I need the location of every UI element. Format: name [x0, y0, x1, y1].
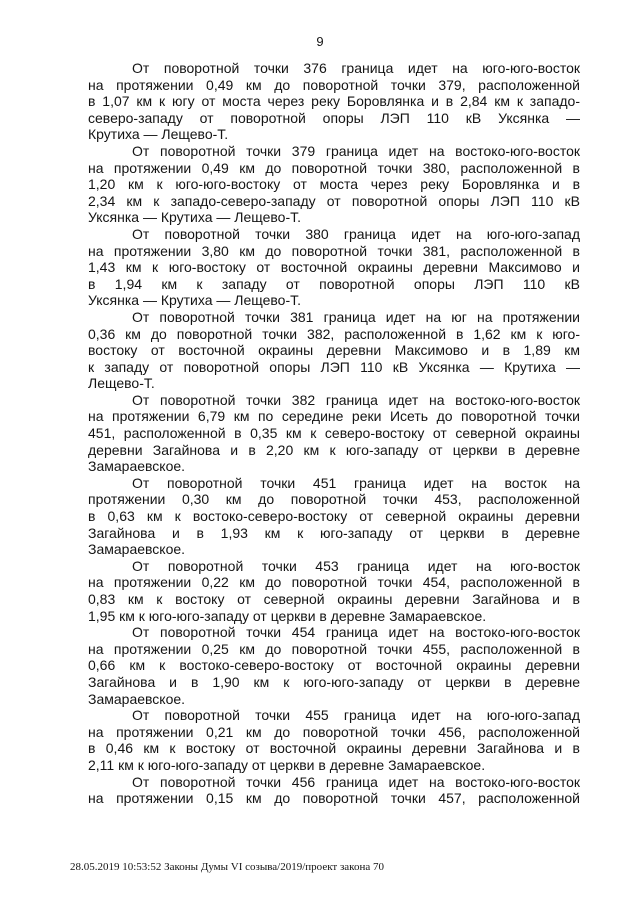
paragraph-line: От поворотной точки 376 граница идет на юго-юго-восток	[132, 60, 580, 76]
paragraph-line: деревни Загайнова и в 2,20 км к юго-западу от церкви в деревне	[88, 441, 580, 458]
paragraph-line: 2,34 км к западо-северо-западу от поворотной опоры ЛЭП 110 кВ	[88, 192, 580, 209]
paragraph-line: От поворотной точки 453 граница идет на юго-восток	[132, 557, 580, 574]
paragraph-line: на протяжении 6,79 км по середине реки Исеть до поворотной точки	[88, 408, 580, 425]
paragraph-line: От поворотной точки 380 граница идет на юго-юго-запад	[132, 225, 580, 242]
paragraph-line: 0,83 км к востоку от северной окраины деревни Загайнова и в	[88, 591, 580, 607]
paragraph	[88, 558, 580, 624]
paragraph-line: От поворотной точки 381 граница идет на юг на протяжении	[132, 308, 580, 325]
paragraph-line: в 1,94 км к западу от поворотной опоры ЛЭП 110 кВ	[88, 275, 580, 292]
paragraph	[88, 60, 580, 143]
paragraph	[88, 707, 580, 773]
paragraph-line: Замараевское.	[88, 541, 186, 558]
paragraph-line: Замараевское.	[88, 458, 186, 475]
paragraph	[88, 143, 580, 226]
paragraph	[88, 475, 580, 558]
paragraph-line: Замараевское.	[88, 690, 186, 707]
paragraph-line: 0,66 км к востоко-северо-востоку от восточной окраины деревни	[88, 657, 580, 674]
paragraph	[88, 624, 580, 707]
paragraph-line: на протяжении 0,21 км до поворотной точки 456, расположенной	[88, 723, 580, 740]
footer-print-stamp: 28.05.2019 10:53:52 Законы Думы VI созыва/2019/проект закона 70	[70, 861, 384, 873]
paragraph-line: Лещево-Т.	[88, 375, 155, 392]
paragraph-line: на протяжении 3,80 км до поворотной точки 381, расположенной в	[88, 242, 580, 259]
paragraph-line: 1,43 км к юго-востоку от восточной окраины деревни Максимово и	[88, 259, 580, 276]
paragraph	[88, 392, 580, 475]
paragraph-line: к западу от поворотной опоры ЛЭП 110 кВ Уксянка — Крутиха —	[88, 358, 580, 375]
paragraph-line: на протяжении 0,49 км до поворотной точки 379, расположенной	[88, 76, 580, 93]
paragraph-line: на протяжении 0,49 км до поворотной точки 380, расположенной в	[88, 159, 580, 176]
paragraph-line: в 0,63 км к востоко-северо-востоку от северной окраины деревни	[88, 508, 580, 525]
paragraph-line: в 1,07 км к югу от моста через реку Боровлянка и в 2,84 км к западо-	[88, 93, 580, 110]
paragraph-line: на протяжении 0,15 км до поворотной точки 457, расположенной	[88, 790, 580, 807]
paragraph-line: северо-западу от поворотной опоры ЛЭП 110 кВ Уксянка —	[88, 109, 580, 126]
paragraph-line: 0,36 км до поворотной точки 382, расположенной в 1,62 км к юго-	[88, 325, 580, 342]
paragraph-line: Уксянка — Крутиха — Лещево-Т.	[88, 209, 302, 226]
paragraph-line: в 0,46 км к востоку от восточной окраины деревни Загайнова и в	[88, 740, 580, 757]
paragraph-line: на протяжении 0,22 км до поворотной точки 454, расположенной в	[88, 574, 580, 591]
paragraph-line: От поворотной точки 451 граница идет на восток на	[132, 474, 580, 491]
paragraph-line: 2,11 км к юго-юго-западу от церкви в деревне Замараевское.	[88, 756, 486, 773]
paragraph	[88, 774, 580, 807]
paragraph-line: Загайнова и в 1,93 км к юго-западу от церкви в деревне	[88, 524, 580, 541]
paragraph-line: Загайнова и в 1,90 км к юго-юго-западу от церкви в деревне	[88, 673, 580, 690]
paragraph	[88, 309, 580, 392]
paragraph-line: От поворотной точки 454 граница идет на востоко-юго-восток	[132, 624, 580, 641]
paragraph-line: протяжении 0,30 км до поворотной точки 453, расположенной	[88, 491, 580, 508]
paragraph-line: Крутиха — Лещево-Т.	[88, 126, 229, 143]
paragraph-line: Уксянка — Крутиха — Лещево-Т.	[88, 292, 302, 309]
paragraph-line: на протяжении 0,25 км до поворотной точки 455, расположенной в	[88, 640, 580, 657]
document-body	[88, 60, 580, 807]
paragraph	[88, 226, 580, 309]
paragraph-line: От поворотной точки 382 граница идет на востоко-юго-восток	[132, 391, 580, 408]
paragraph-line: 1,20 км к юго-юго-востоку от моста через реку Боровлянка и в	[88, 176, 580, 193]
paragraph-line: От поворотной точки 455 граница идет на юго-юго-запад	[132, 707, 580, 724]
paragraph-line: От поворотной точки 379 граница идет на востоко-юго-восток	[132, 142, 580, 159]
paragraph-line: 451, расположенной в 0,35 км к северо-востоку от северной окраины	[88, 425, 580, 442]
paragraph-line: От поворотной точки 456 граница идет на востоко-юго-восток	[132, 773, 580, 790]
paragraph-line: востоку от восточной окраины деревни Максимово и в 1,89 км	[88, 342, 580, 359]
paragraph-line: 1,95 км к юго-юго-западу от церкви в деревне Замараевское.	[88, 607, 487, 624]
page-number: 9	[316, 34, 324, 49]
